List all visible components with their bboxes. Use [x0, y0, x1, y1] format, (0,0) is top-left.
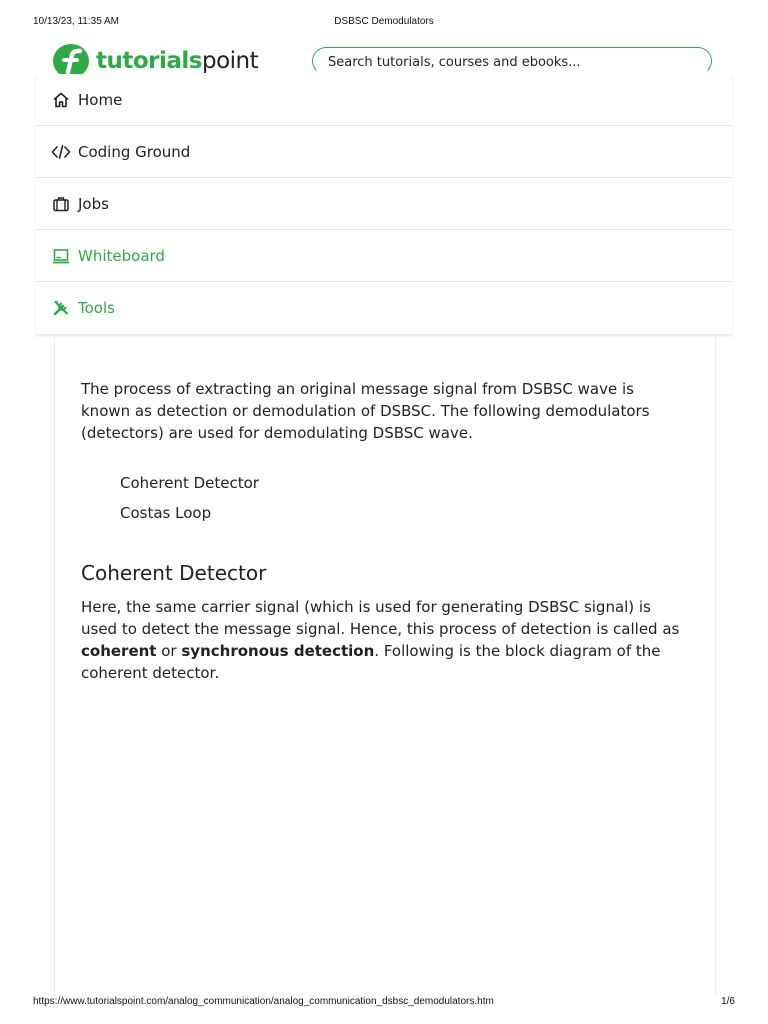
home-icon [51, 90, 71, 110]
nav-label-home: Home [78, 90, 123, 109]
print-page-number: 1/6 [721, 996, 735, 1007]
logo-text [96, 48, 258, 74]
nav-label-whiteboard: Whiteboard [78, 246, 165, 265]
search-box [312, 47, 712, 75]
section-title: Coherent Detector [81, 561, 267, 585]
whiteboard-icon [51, 246, 71, 266]
site-logo[interactable] [53, 44, 258, 78]
bold-term-synchronous: synchronous detection [181, 642, 375, 660]
nav-item-tools[interactable] [36, 282, 732, 334]
para-text: Here, the same carrier signal (which is used for generating DSBSC signal) is used to detect the message signal. Hence, this process of detection is called as [81, 598, 680, 638]
nav-item-whiteboard[interactable] [36, 230, 732, 282]
section-paragraph [81, 596, 681, 684]
search-input[interactable] [326, 48, 700, 76]
nav-label-tools: Tools [78, 299, 115, 317]
list-item: Coherent Detector [120, 474, 259, 492]
print-datetime: 10/13/23, 11:35 AM [33, 16, 119, 27]
print-doc-title: DSBSC Demodulators [334, 16, 434, 27]
nav-item-home[interactable] [36, 74, 732, 126]
demodulator-list [81, 472, 681, 524]
print-url: https://www.tutorialspoint.com/analog_communication/analog_communication_dsbsc_demodulators.htm [33, 996, 494, 1007]
logo-text-tutorials: tutorials [96, 48, 202, 74]
bold-term-coherent: coherent [81, 642, 157, 660]
nav-label-jobs: Jobs [78, 194, 109, 213]
logo-text-point: point [202, 48, 259, 74]
list-item: Costas Loop [120, 504, 212, 522]
nav-item-jobs[interactable] [36, 178, 732, 230]
print-header [33, 16, 735, 30]
briefcase-icon [51, 194, 71, 214]
tools-icon [51, 298, 71, 318]
nav-menu [36, 74, 732, 334]
nav-label-coding-ground: Coding Ground [78, 142, 191, 161]
para-text: . Following is the block diagram of the coherent detector. [81, 642, 661, 682]
logo-mark-icon [53, 44, 89, 78]
article-content [81, 378, 681, 684]
print-footer [33, 996, 735, 1010]
intro-paragraph: The process of extracting an original message signal from DSBSC wave is known as detection or demodulation of DSBSC. The following demodulators (detectors) are used for demodulating DSBSC wave. [81, 380, 650, 442]
para-text: or [156, 642, 182, 660]
nav-item-coding-ground[interactable] [36, 126, 732, 178]
code-icon [51, 142, 71, 162]
